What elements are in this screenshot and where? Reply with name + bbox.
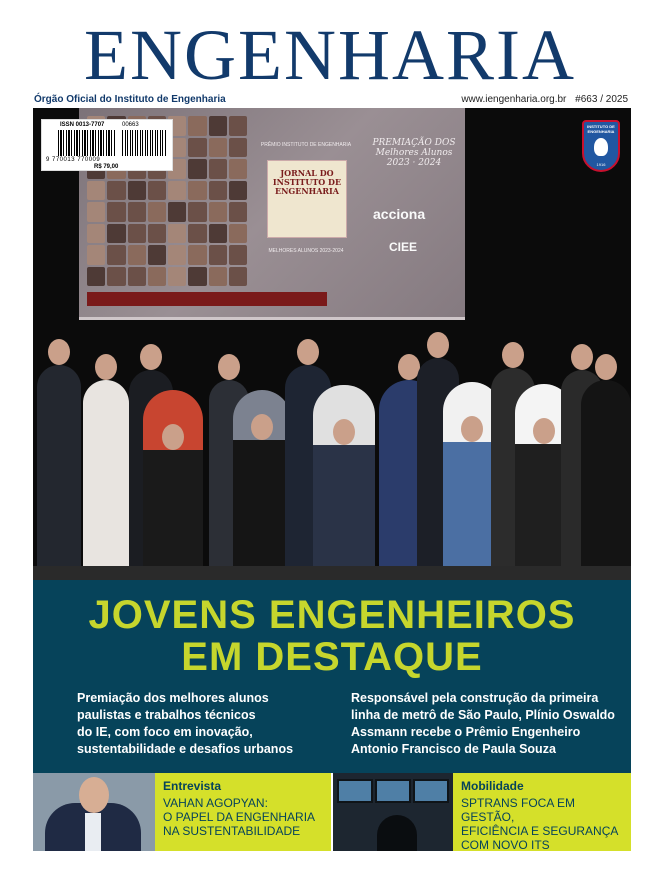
teaser-kicker: Entrevista [163,779,222,793]
teaser-interview-box [155,773,331,851]
crest-label: INSTITUTO DE ENGENHARIA [587,124,615,134]
teaser-title-line: O PAPEL DA ENGENHARIA [163,810,316,824]
person [581,380,631,580]
teaser-title [163,796,323,838]
deck-line: do IE, com foco em inovação, [77,725,253,739]
site-info [461,94,628,105]
issn-label: ISSN 0013-7707 [60,122,105,128]
headline-line: EM DESTAQUE [181,635,483,679]
mobility-photo [333,773,453,851]
teaser-title-line: NA SUSTENTABILIDADE [163,824,301,838]
journal-logo [267,160,347,238]
sponsor-logo-acciona: acciona [373,206,426,222]
screen-banner [87,292,327,306]
barcode-icon [58,130,116,156]
person [313,385,375,580]
issue-number: #663 / 2025 [575,94,628,105]
stage-group [33,323,631,580]
headline-line: JOVENS ENGENHEIROS [88,593,576,637]
deck-line: paulistas e trabalhos técnicos [77,708,256,722]
teaser-title-line: EFICIÊNCIA E SEGURANÇA [461,824,619,838]
deck-right [351,690,629,758]
person [143,390,203,580]
person [37,365,81,580]
institute-crest-icon [582,120,620,172]
cover-headline [33,594,631,678]
screen-award-title: PREMIAÇÃO DOS Melhores Alunos 2023 · 2024 [372,138,456,168]
barcode-box [41,119,173,171]
deck-line: Premiação dos melhores alunos [77,691,269,705]
person [233,390,291,580]
person [83,380,129,580]
deck-left [77,690,339,758]
crest-year: 1916 [596,162,606,167]
deck-line: Assmann recebe o Prêmio Engenheiro [351,725,581,739]
journal-line: ENGENHARIA [274,186,339,196]
teaser-interview [33,773,331,851]
crest-helmet-icon [594,138,608,156]
deck-line: Antonio Francisco de Paula Souza [351,742,556,756]
stage-floor [33,566,631,580]
cover-price: R$ 79,00 [94,164,119,170]
ean-number: 9 770013 770009 [46,157,101,163]
masthead-subtitle: Órgão Oficial do Instituto de Engenharia [34,94,226,105]
teaser-row [33,773,631,851]
barcode-addon: 00663 [122,122,139,128]
headline-panel [33,580,631,773]
masthead-title: ENGENHARIA [84,15,576,95]
journal-line: INSTITUTO DE [272,177,342,187]
deck-line: linha de metrô de São Paulo, Plínio Oswaldo [351,708,615,722]
teaser-title-line: COM NOVO ITS [461,838,550,852]
screen-caption: PRÊMIO INSTITUTO DE ENGENHARIA [260,142,352,148]
teaser-title-line: VAHAN AGOPYAN: [163,796,268,810]
screen-footer: MELHORES ALUNOS 2023-2024 [268,248,344,254]
teaser-kicker: Mobilidade [461,779,524,793]
teaser-title-line: SPTRANS FOCA EM GESTÃO, [461,796,576,824]
teaser-title [461,796,623,852]
barcode-addon-icon [122,130,166,156]
teaser-mobility [333,773,631,851]
website-url: www.iengenharia.org.br [461,94,567,105]
deck-line: Responsável pela construção da primeira [351,691,599,705]
teaser-mobility-box [453,773,631,851]
interview-photo [33,773,155,851]
deck-line: sustentabilidade e desafios urbanos [77,742,294,756]
journal-line: JORNAL DO [280,168,334,178]
sponsor-logo-ciee: CIEE [389,240,418,254]
cover-photo [33,108,631,580]
